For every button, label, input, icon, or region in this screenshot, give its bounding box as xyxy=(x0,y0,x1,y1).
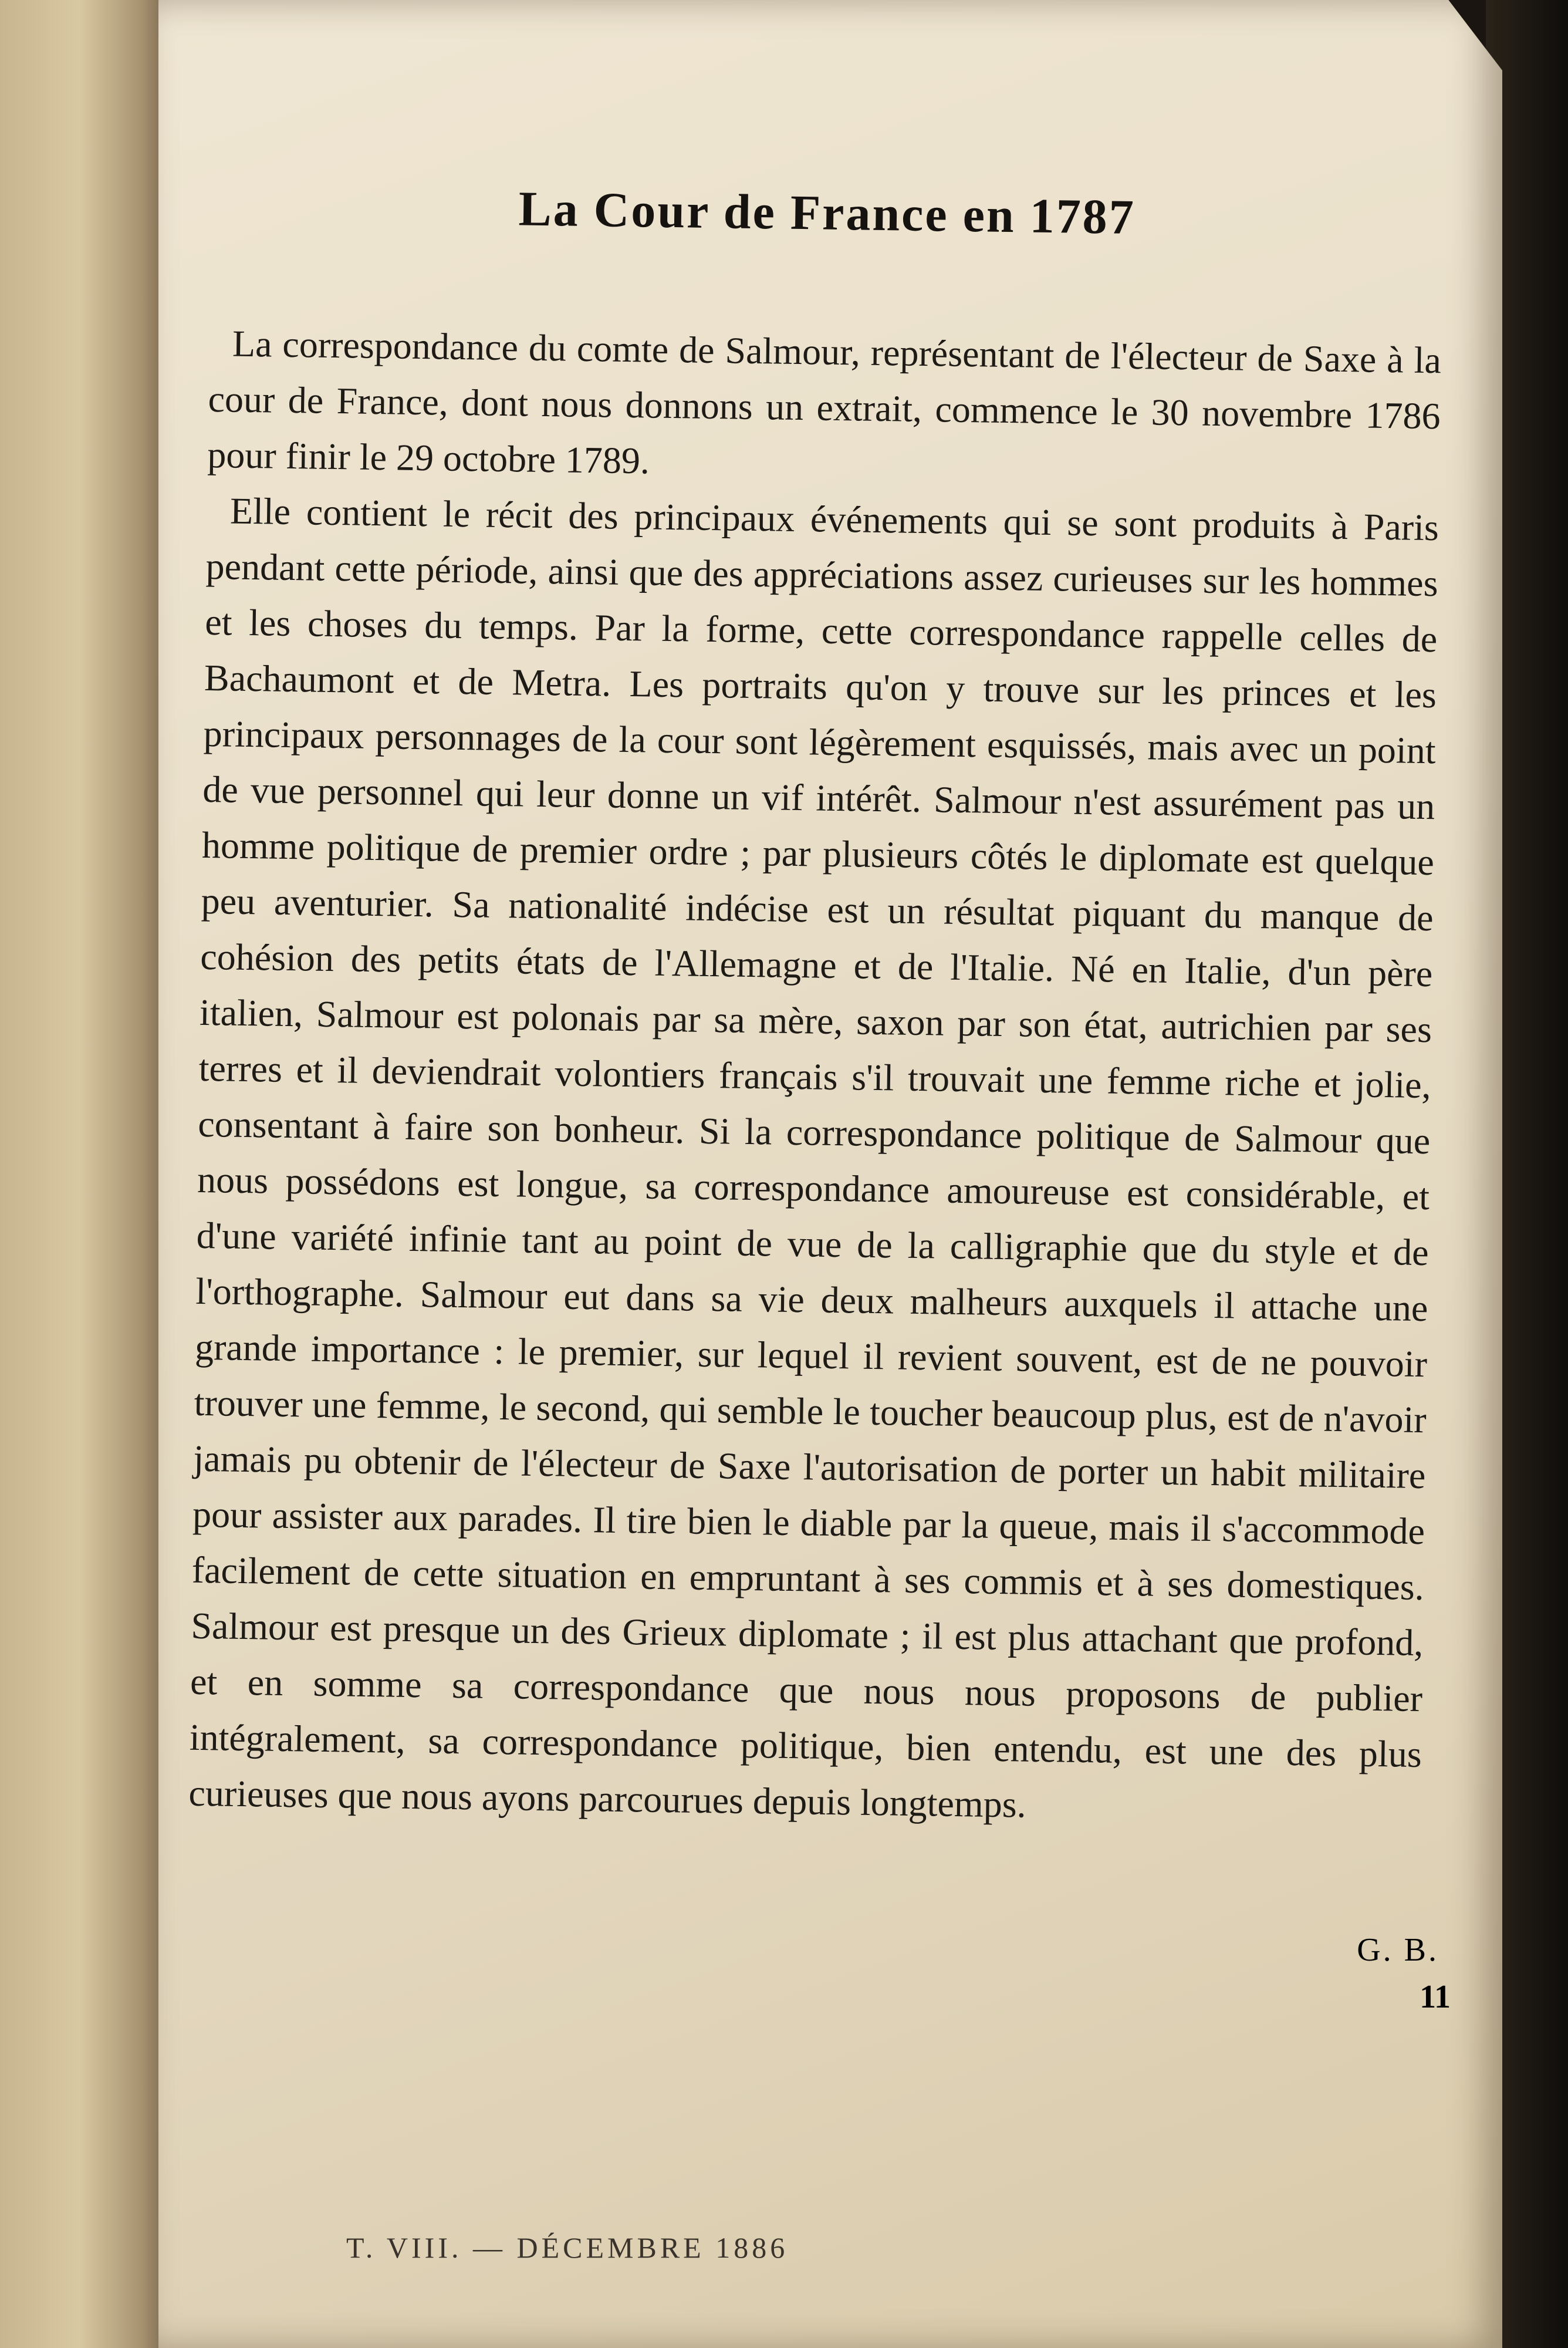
book-edge-left xyxy=(0,0,176,2348)
page-footer: T. VIII. — DÉCEMBRE 1886 xyxy=(346,2231,789,2264)
author-signature: G. B. xyxy=(1357,1932,1439,1968)
page-content xyxy=(188,176,1444,1838)
article-body xyxy=(188,315,1442,1838)
paragraph-1: La correspondance du comte de Salmour, représentant de l'électeur de Saxe à la cour de France, dont nous donnons un extrait, commence le 30 novembre 1786 pour finir le 29 octobre 1789. xyxy=(207,322,1442,482)
article-title: La Cour de France en 1787 xyxy=(518,181,1136,245)
page-number: 11 xyxy=(1420,1979,1451,2015)
paragraph-2: Elle contient le récit des principaux événements qui se sont produits à Paris pendant cette période, ainsi que des appréciations assez curieuses sur les hommes et les choses du temps. Par la forme, cette correspondance rappelle celles de Bachaumont et de Metra. Les portraits qu'on y trouve sur les princes et les principaux personnages de la cour sont légèrement esquissés, mais avec un point de vue personnel qui leur donne un vif intérêt. Salmour n'est assurément pas un homme politique de premier ordre ; par plusieurs côtés le diplomate est quelque peu aventurier. Sa nationalité indécise est un résultat piquant du manque de cohésion des petits états de l'Allemagne et de l'Italie. Né en Italie, d'un père italien, Salmour est polonais par sa mère, saxon par son état, autrichien par ses terres et il deviendrait volontiers français s'il trouvait une femme riche et jolie, consentant à faire son bonheur. Si la correspondance politique de Salmour que nous possédons est longue, sa correspondance amoureuse est considérable, et d'une variété infinie tant au point de vue de la calligraphie que du style et de l'orthographe. Salmour eut dans sa vie deux malheurs auxquels il attache une grande importance : le premier, sur lequel il revient souvent, est de ne pouvoir trouver une femme, le second, qui semble le toucher beaucoup plus, est de n'avoir jamais pu obtenir de l'électeur de Saxe l'autorisation de porter un habit militaire pour assister aux parades. Il tire bien le diable par la queue, mais il s'accommode facilement de cette situation en empruntant à ses commis et à ses domestiques. Salmour est presque un des Grieux diplomate ; il est plus attachant que profond, et en somme sa correspondance que nous nous proposons de publier intégralement, sa correspondance politique, bien entendu, est une des plus curieuses que nous ayons parcourues depuis longtemps. xyxy=(188,490,1439,1826)
